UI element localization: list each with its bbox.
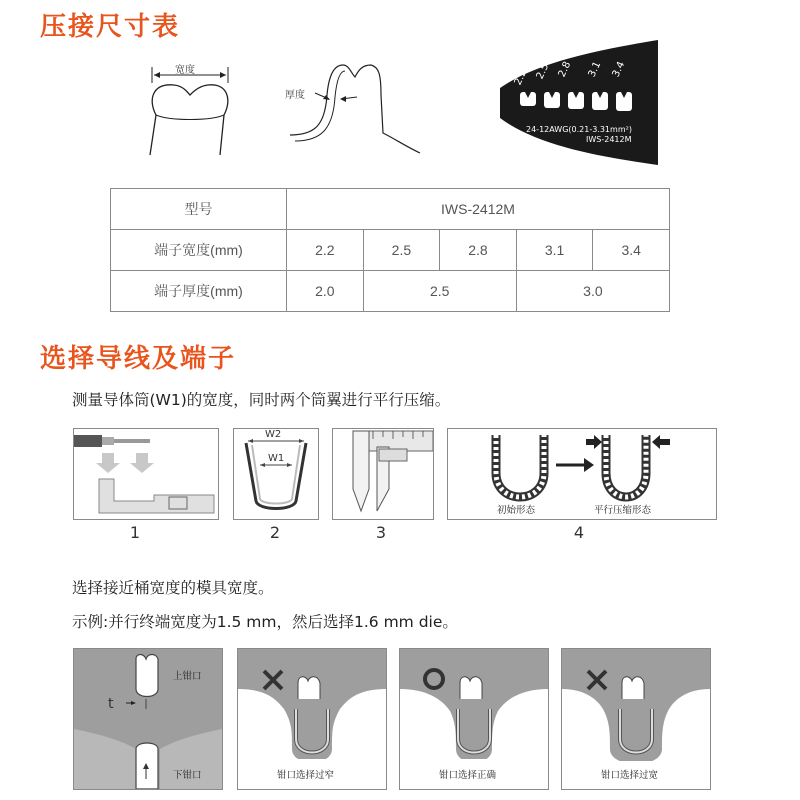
terminal-thickness-diagram xyxy=(285,55,425,155)
width-cell: 2.8 xyxy=(440,230,517,271)
width-cell: 3.1 xyxy=(516,230,593,271)
too-narrow-label: 钳口选择过窄 xyxy=(277,770,335,781)
correct-label: 钳口选择正确 xyxy=(439,770,497,781)
width-row-label: 端子宽度(mm) xyxy=(111,230,287,271)
w1-label: W1 xyxy=(268,453,285,464)
table-row xyxy=(111,230,670,271)
die-size-label: 2.8 xyxy=(556,59,574,80)
crimp-size-table-title: 压接尺寸表 xyxy=(40,12,181,42)
die-awg-text: 24-12AWG(0.21-3.31mm²) xyxy=(526,125,632,134)
table-row xyxy=(111,189,670,230)
upper-jaw-label: 上钳口 xyxy=(173,671,202,682)
example-text: 示例:并行终端宽度为1.5 mm，然后选择1.6 mm die。 xyxy=(72,613,458,631)
thickness-label: 厚度 xyxy=(285,90,305,101)
width-label: 宽度 xyxy=(175,65,195,76)
model-value: IWS-2412M xyxy=(287,189,670,230)
step-number: 2 xyxy=(269,523,281,542)
step-number: 4 xyxy=(573,523,585,542)
die-size-label: 3.4 xyxy=(610,59,628,80)
thickness-cell: 2.5 xyxy=(363,271,516,312)
thickness-cell: 2.0 xyxy=(287,271,364,312)
width-cell: 2.5 xyxy=(363,230,440,271)
die-model-text: IWS-2412M xyxy=(586,135,632,144)
crimp-die-image xyxy=(500,40,660,165)
step-number: 3 xyxy=(375,523,387,542)
die-size-label: 2.5 xyxy=(534,61,552,82)
table-row xyxy=(111,271,670,312)
thickness-row-label: 端子厚度(mm) xyxy=(111,271,287,312)
spec-table xyxy=(110,188,670,312)
step-1-panel xyxy=(73,428,219,520)
width-cell: 2.2 xyxy=(287,230,364,271)
select-die-text: 选择接近桶宽度的模具宽度。 xyxy=(72,579,274,597)
width-cell: 3.4 xyxy=(593,230,670,271)
too-wide-label: 钳口选择过宽 xyxy=(601,770,659,781)
thickness-cell: 3.0 xyxy=(516,271,669,312)
lower-jaw-label: 下钳口 xyxy=(173,770,202,781)
step-number: 1 xyxy=(129,523,141,542)
parallel-shape-label: 平行压缩形态 xyxy=(594,505,652,516)
step-3-panel xyxy=(332,428,434,520)
terminal-width-diagram xyxy=(140,55,250,165)
instruction-text: 测量导体筒(W1)的宽度，同时两个筒翼进行平行压缩。 xyxy=(72,391,451,409)
w2-label: W2 xyxy=(265,429,282,440)
select-wire-terminal-title: 选择导线及端子 xyxy=(40,344,237,374)
die-size-label: 3.1 xyxy=(586,59,604,80)
die-size-label: 2.2 xyxy=(512,67,530,88)
initial-shape-label: 初始形态 xyxy=(497,505,536,516)
step-4-panel xyxy=(447,428,717,520)
model-header: 型号 xyxy=(111,189,287,230)
step-2-panel xyxy=(233,428,319,520)
t-label: t xyxy=(108,696,114,712)
